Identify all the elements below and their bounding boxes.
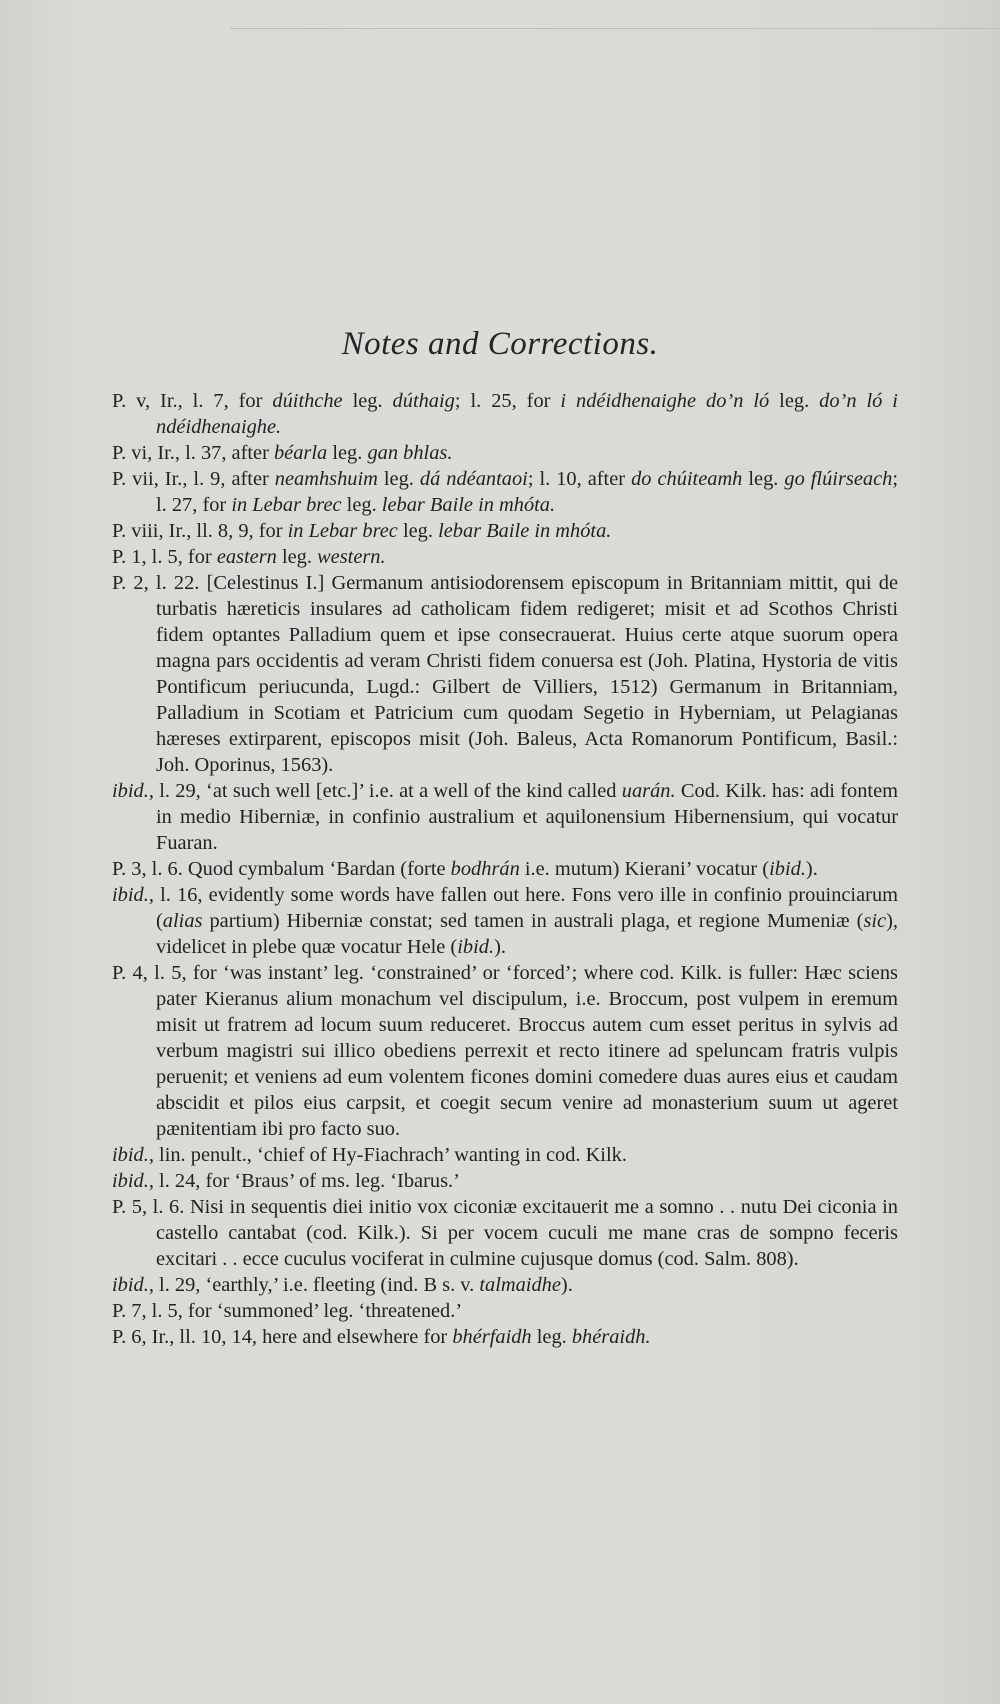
note-text: Cod. Kilk. has: adi fontem in medio Hiberniæ, in confinio australium et aquilonensium Hibernensium, qui vocatur Fuaran. <box>156 780 898 854</box>
note-italic-text: bodhrán <box>450 858 520 880</box>
note-entry <box>112 1142 898 1168</box>
note-italic-text: talmaidhe <box>479 1274 561 1296</box>
note-reference: ibid. <box>112 1274 149 1296</box>
note-reference: ibid. <box>112 884 149 906</box>
note-text: for ‘was instant’ leg. ‘constrained’ or ‘forced’; where cod. Kilk. is fuller: Hæc sciens pater Kieranus alium monachum vel discipulum, i.e. Broccum, post vulpem in eremum misit ut fratrem ad locum suum reduceret. Broccus autem cum esset peritus in sylvis ad verbum magistri sui illico obediens perrexit et recto itinere ad speluncam fratris vulpis peruenit; et veniens ad eum volentem ficones domini comedere duas aures eius et caudam abscidit et pilos eius carpsit, et coegit secum venire ad monasterium suum ut ageret pænitentiam ibi pro facto suo. <box>156 962 898 1140</box>
note-italic-text: in Lebar brec <box>231 494 342 516</box>
note-italic-text: in Lebar brec <box>287 520 398 542</box>
note-text: ). <box>805 858 818 880</box>
note-entry <box>112 518 898 544</box>
note-text: leg. <box>377 468 420 490</box>
note-reference: ibid. <box>112 1170 149 1192</box>
note-italic-text: bhéraidh. <box>571 1326 651 1348</box>
note-text: , l. 16, evidently some words have fallen out here. Fons vero ille in confinio prouinciarum ( <box>148 884 898 932</box>
note-text: for <box>253 520 288 542</box>
note-reference: ibid. <box>112 780 149 802</box>
note-reference: ibid. <box>112 1144 149 1166</box>
note-italic-text: ibid. <box>457 936 495 958</box>
note-italic-text: lebar Baile in mhóta. <box>438 520 612 542</box>
note-text: , lin. penult., ‘chief of Hy-Fiachrach’ wanting in cod. Kilk. <box>148 1144 627 1166</box>
note-text: leg. <box>397 520 439 542</box>
note-reference: P. 6, Ir., ll. 10, 14, <box>112 1326 258 1348</box>
note-italic-text: ibid. <box>769 858 806 880</box>
note-text: ), videlicet in plebe quæ vocatur Hele ( <box>156 910 898 958</box>
note-entry <box>112 960 898 1142</box>
note-entry <box>112 1324 898 1350</box>
note-entry <box>112 882 898 960</box>
note-text: after <box>225 468 275 490</box>
note-italic-text: eastern <box>216 546 277 568</box>
note-reference: P. 3, l. 6. <box>112 858 183 880</box>
note-entry <box>112 1168 898 1194</box>
note-text: Nisi in sequentis diei initio vox ciconiæ excitauerit me a somno . . nutu Dei ciconia in castello cantabat (cod. Kilk.). Si per vocem cuculi me mane cras de sompno feceris excitari . . ecce cuculus vociferat in culmine cujusque domus (cod. Salm. 808). <box>156 1196 898 1270</box>
note-italic-text: dá ndéantaoi <box>419 468 528 490</box>
note-text: ). <box>494 936 506 958</box>
note-italic-text: bhérfaidh <box>452 1326 532 1348</box>
note-reference: P. 5, l. 6. <box>112 1196 185 1218</box>
note-text: leg. <box>742 468 785 490</box>
note-reference: P. vii, Ir., l. 9, <box>112 468 226 490</box>
note-entry <box>112 388 898 440</box>
note-text: for ‘summoned’ leg. ‘threatened.’ <box>182 1300 463 1322</box>
note-reference: P. 4, l. 5, <box>112 962 187 984</box>
note-text: after <box>226 442 274 464</box>
note-italic-text: alias <box>162 910 203 932</box>
top-rule <box>230 28 1000 29</box>
note-text: partium) Hiberniæ constat; sed tamen in australi plaga, et regione Mumeniæ ( <box>202 910 864 932</box>
note-entry <box>112 466 898 518</box>
note-reference: P. vi, Ir., l. 37, <box>112 442 227 464</box>
note-italic-text: gan bhlas. <box>367 442 453 464</box>
note-entry <box>112 1272 898 1298</box>
note-italic-text: western. <box>317 546 386 568</box>
note-text: for <box>228 390 273 412</box>
note-italic-text: sic <box>863 910 887 932</box>
note-text: , l. 29, ‘at such well [etc.]’ i.e. at a well of the kind called <box>148 780 622 802</box>
note-italic-text: béarla <box>273 442 328 464</box>
note-text: leg. <box>769 390 820 412</box>
note-text: leg. <box>276 546 318 568</box>
note-italic-text: neamhshuim <box>274 468 378 490</box>
note-entry <box>112 778 898 856</box>
note-entry <box>112 544 898 570</box>
notes-list <box>112 388 898 1350</box>
note-reference: P. 1, l. 5, <box>112 546 183 568</box>
note-text: [Celestinus I.] Germanum antisiodorensem episcopum in Britanniam mittit, qui de turbatis hæreticis insulares ad catholicam fidem redigeret; misit et ad Scothos Christi fidem optantes Palladium quem et ipse consecrauerat. Huius certe atque suorum opera magna pars occidentis ad veram Christi fidem conuersa est (Joh. Platina, Hystoria de vitis Pontificum periucunda, Lugd.: Gilbert de Villiers, 1512) Germanum in Britanniam, Palladium in Scotiam et Patricium cum quodam Segetio in Hyberniam, ut Pelagianas hæreses extirparent, episcopos misit (Joh. Baleus, Acta Romanorum Pontificum, Basil.: Joh. Oporinus, 1563). <box>156 572 898 776</box>
note-italic-text: dúithche <box>272 390 343 412</box>
note-entry <box>112 570 898 778</box>
note-text: leg. <box>531 1326 572 1348</box>
note-text: leg. <box>341 494 382 516</box>
note-entry <box>112 440 898 466</box>
page-title: Notes and Corrections. <box>341 326 659 362</box>
note-text: ; l. 27, for <box>156 468 898 516</box>
note-entry <box>112 856 898 882</box>
note-italic-text: uarán. <box>621 780 676 802</box>
note-text: ; l. 25, for <box>454 390 561 412</box>
note-text: i.e. mutum) Kierani’ vocatur ( <box>519 858 770 880</box>
note-italic-text: do chúiteamh <box>631 468 743 490</box>
note-text: for <box>182 546 217 568</box>
note-italic-text: do’n ló i ndéidhenaighe. <box>156 390 898 438</box>
note-reference: P. viii, Ir., ll. 8, 9, <box>112 520 254 542</box>
note-text: , l. 29, ‘earthly,’ i.e. fleeting (ind. B s. v. <box>148 1274 480 1296</box>
note-reference: P. v, Ir., l. 7, <box>112 390 229 412</box>
note-reference: P. 2, l. 22. <box>112 572 200 594</box>
note-entry <box>112 1298 898 1324</box>
note-text: , l. 24, for ‘Braus’ of ms. leg. ‘Ibarus.’ <box>148 1170 460 1192</box>
note-italic-text: dúthaig <box>392 390 455 412</box>
note-text: leg. <box>327 442 368 464</box>
note-text: ). <box>560 1274 573 1296</box>
note-italic-text: i ndéidhenaighe do’n ló <box>560 390 770 412</box>
note-text: leg. <box>342 390 393 412</box>
note-entry <box>112 1194 898 1272</box>
note-italic-text: go flúirseach <box>784 468 893 490</box>
note-text: ; l. 10, after <box>527 468 632 490</box>
note-italic-text: lebar Baile in mhóta. <box>381 494 556 516</box>
note-reference: P. 7, l. 5, <box>112 1300 183 1322</box>
note-text: Quod cymbalum ‘Bardan (forte <box>182 858 451 880</box>
note-text: here and elsewhere for <box>257 1326 453 1348</box>
